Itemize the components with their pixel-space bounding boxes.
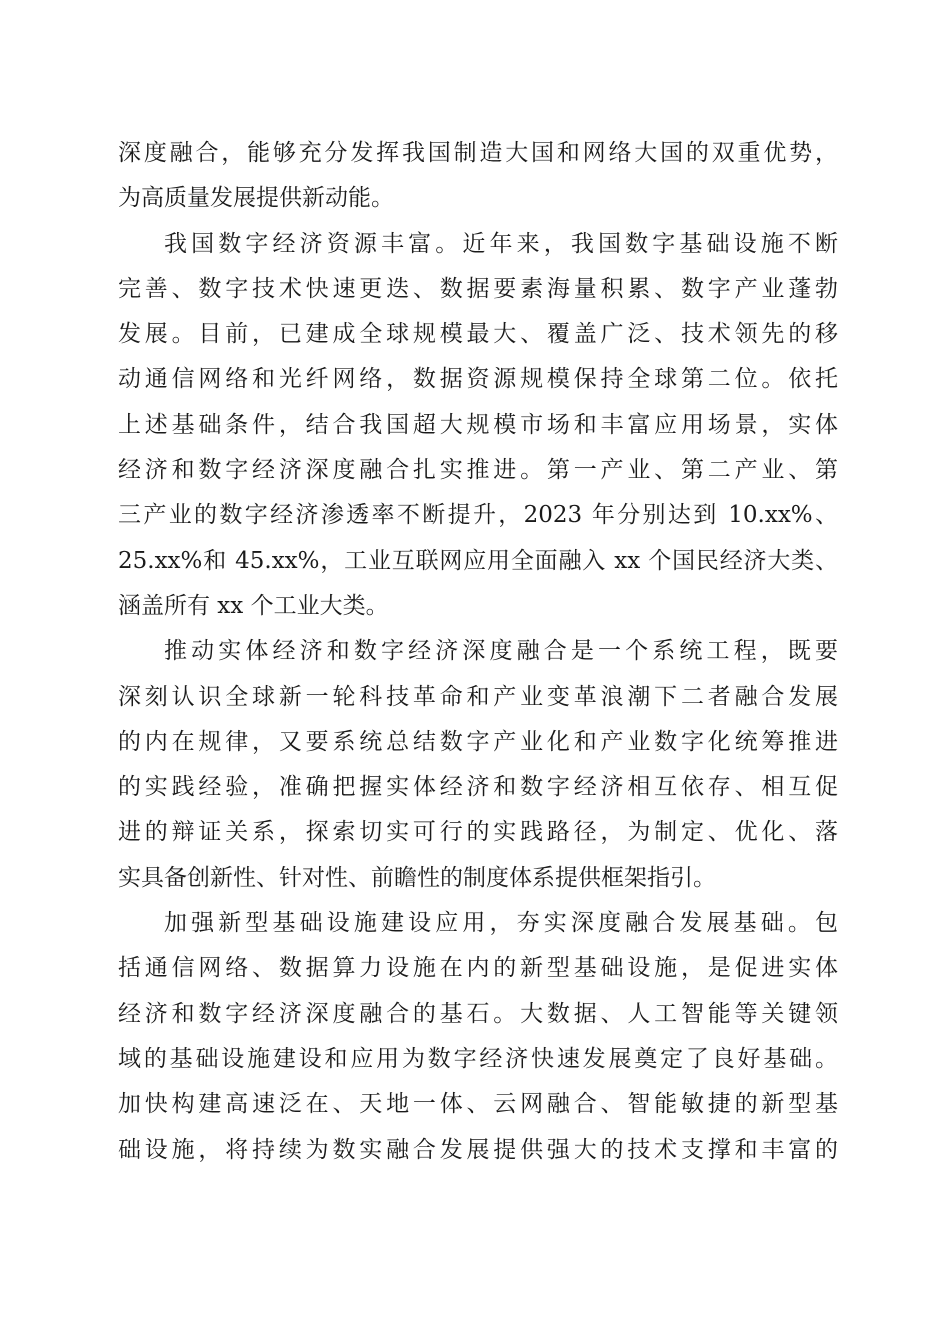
text-line: 推动实体经济和数字经济深度融合是一个系统工程，既要 — [164, 638, 838, 665]
paragraph — [118, 901, 838, 1173]
text-line: 的实践经验，准确把握实体经济和数字经济相互依存、相互促 — [118, 774, 838, 801]
text-line: 我国数字经济资源丰富。近年来，我国数字基础设施不断 — [164, 230, 838, 257]
text-line: 发展。目前，已建成全球规模最大、覆盖广泛、技术领先的移 — [118, 321, 838, 348]
text-line: 实具备创新性、针对性、前瞻性的制度体系提供框架指引。 — [118, 864, 716, 891]
text-line: 加强新型基础设施建设应用，夯实深度融合发展基础。包 — [164, 910, 838, 937]
paragraph — [118, 222, 838, 630]
text-line: 深刻认识全球新一轮科技革命和产业变革浪潮下二者融合发展 — [118, 683, 838, 710]
text-line: 动通信网络和光纤网络，数据资源规模保持全球第二位。依托 — [118, 366, 838, 393]
text-line: 域的基础设施建设和应用为数字经济快速发展奠定了良好基础。 — [118, 1045, 838, 1072]
paragraph — [118, 629, 838, 901]
document-body — [118, 131, 838, 1173]
text-line: 深度融合，能够充分发挥我国制造大国和网络大国的双重优势， — [118, 140, 838, 166]
text-line: 为高质量发展提供新动能。 — [118, 185, 394, 212]
text-line: 经济和数字经济深度融合扎实推进。第一产业、第二产业、第 — [118, 457, 838, 484]
text-line: 础设施，将持续为数实融合发展提供强大的技术支撑和丰富的 — [118, 1136, 838, 1163]
text-line: 经济和数字经济深度融合的基石。大数据、人工智能等关键领 — [118, 1000, 838, 1027]
text-line: 完善、数字技术快速更迭、数据要素海量积累、数字产业蓬勃 — [118, 275, 838, 302]
text-line: 上述基础条件，结合我国超大规模市场和丰富应用场景，实体 — [118, 411, 838, 438]
text-line: 25.xx%和 45.xx%，工业互联网应用全面融入 xx 个国民经济大类、 — [118, 547, 838, 574]
text-line: 进的辩证关系，探索切实可行的实践路径，为制定、优化、落 — [118, 819, 838, 846]
paragraph — [118, 131, 838, 222]
text-line: 的内在规律，又要系统总结数字产业化和产业数字化统筹推进 — [118, 728, 838, 755]
text-line: 三产业的数字经济渗透率不断提升，2023 年分别达到 10.xx%、 — [118, 502, 838, 529]
text-line: 加快构建高速泛在、天地一体、云网融合、智能敏捷的新型基 — [118, 1091, 838, 1118]
text-line: 括通信网络、数据算力设施在内的新型基础设施，是促进实体 — [118, 955, 838, 982]
text-line: 涵盖所有 xx 个工业大类。 — [118, 592, 389, 619]
